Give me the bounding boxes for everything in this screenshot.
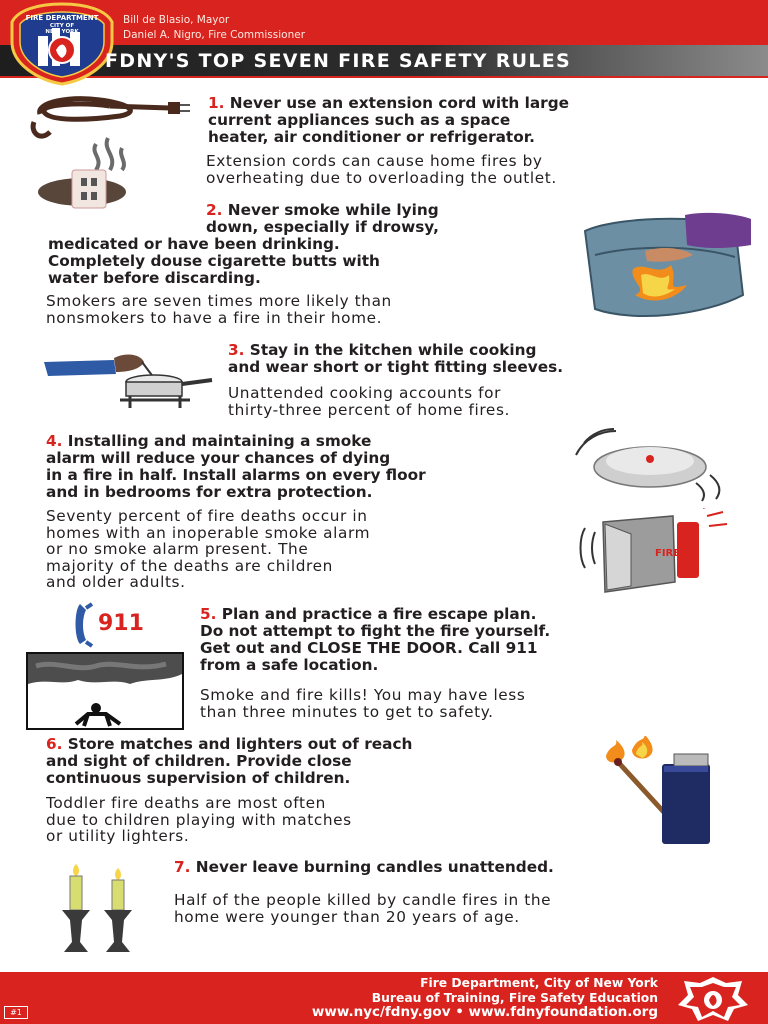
rule-2-number: 2. (206, 201, 223, 219)
fire-box-label: FIRE (655, 548, 681, 559)
badge-top-text: FIRE DEPARTMENT (25, 14, 99, 22)
rule-4-text (46, 433, 426, 501)
rule-5-line-2: Do not attempt to fight the fire yourself. (200, 622, 551, 640)
rule-7-text (174, 859, 554, 876)
stove-cooking-icon (44, 342, 224, 410)
officials (123, 13, 305, 43)
rule-7-note (174, 892, 551, 925)
rule-4-note-line-4: majority of the deaths are children (46, 556, 333, 575)
rule-2-note-line-1: Smokers are seven times more likely than (46, 292, 392, 310)
smoke-alarm-icon (570, 425, 730, 503)
rule-1-note (206, 153, 557, 186)
fdny-foundation-logo-icon (676, 975, 750, 1023)
phone-911-text: 911 (98, 611, 144, 636)
rule-2-note-line-2: nonsmokers to have a fire in their home. (46, 308, 383, 327)
rule-3-line-1: Stay in the kitchen while cooking (249, 341, 537, 359)
fdny-badge-icon (8, 2, 116, 86)
rule-6-note-line-2: due to children playing with matches (46, 810, 352, 829)
rule-2-note (46, 293, 392, 326)
badge-mid-text: CITY OF (49, 23, 75, 29)
rule-6-line-1: Store matches and lighters out of reach (67, 735, 413, 753)
rule-4-note-line-1: Seventy percent of fire deaths occur in (46, 507, 368, 525)
rule-5-text (200, 606, 550, 674)
phone-911-icon (72, 600, 172, 650)
commissioner-name: Daniel A. Nigro, Fire Commissioner (123, 29, 306, 41)
rule-2-line-5: water before discarding. (48, 269, 261, 287)
rule-6-note-line-3: or utility lighters. (46, 827, 190, 845)
rule-3-note-line-1: Unattended cooking accounts for (228, 384, 501, 402)
rule-1-line-3: heater, air conditioner or refrigerator. (208, 128, 535, 146)
mayor-name: Bill de Blasio, Mayor (123, 14, 230, 26)
rule-1-text (208, 95, 569, 146)
rule-6-note (46, 795, 352, 845)
rule-1-note-line-2: overheating due to overloading the outlet. (206, 168, 557, 187)
rule-7-note-line-2: home were younger than 20 years of age. (174, 907, 520, 926)
footer-text (312, 976, 658, 1020)
rule-6-text (46, 736, 412, 787)
rule-5-note (200, 687, 525, 720)
page-title: FDNY'S TOP SEVEN FIRE SAFETY RULES (105, 50, 572, 72)
rule-3-number: 3. (228, 341, 245, 359)
rule-7-note-line-1: Half of the people killed by candle fires in the (174, 891, 552, 909)
footer-line-1: Fire Department, City of New York (420, 976, 658, 990)
footer-websites[interactable]: www.nyc/fdny.gov • www.fdnyfoundation.org (311, 1004, 658, 1020)
rule-6-line-2: and sight of children. Provide close (46, 752, 352, 770)
rule-4-note-line-5: and older adults. (46, 573, 186, 591)
rule-5-line-1: Plan and practice a fire escape plan. (221, 605, 537, 623)
sofa-cigarette-icon (575, 205, 755, 327)
rule-1-line-1: Never use an extension cord with large (229, 94, 570, 112)
rule-4-line-1: Installing and maintaining a smoke (67, 432, 372, 450)
rule-1-note-line-1: Extension cords can cause home fires by (206, 152, 543, 170)
rule-5-line-3: Get out and CLOSE THE DOOR. Call 911 (200, 639, 538, 657)
rule-2-text (48, 202, 439, 287)
rule-5-note-line-2: than three minutes to get to safety. (200, 702, 494, 721)
rule-6-note-line-1: Toddler fire deaths are most often (46, 794, 326, 812)
rule-4-note-line-2: homes with an inoperable smoke alarm (46, 523, 371, 542)
rule-2-line-3: medicated or have been drinking. (48, 235, 340, 253)
rule-5-number: 5. (200, 605, 217, 623)
rule-4-line-2: alarm will reduce your chances of dying (46, 449, 391, 467)
rule-2-line-1: Never smoke while lying (227, 201, 439, 219)
smoke-crawl-icon (26, 652, 184, 730)
rule-5-line-4: from a safe location. (200, 656, 379, 674)
rule-3-text (228, 342, 563, 376)
rule-5-note-line-1: Smoke and fire kills! You may have less (200, 686, 526, 704)
rule-2-line-2: down, especially if drowsy, (206, 218, 439, 236)
rule-3-line-2: and wear short or tight fitting sleeves. (228, 358, 564, 376)
rule-4-number: 4. (46, 432, 63, 450)
matches-lighter-icon (598, 736, 728, 848)
rule-6-number: 6. (46, 735, 63, 753)
page-tag: #1 (4, 1006, 28, 1019)
rule-4-note (46, 508, 370, 591)
extension-cord-icon (30, 92, 200, 212)
fire-alarm-pull-box-icon (575, 508, 733, 594)
rule-2-line-4: Completely douse cigarette butts with (48, 252, 380, 270)
rule-4-line-4: and in bedrooms for extra protection. (46, 483, 373, 501)
rule-4-line-3: in a fire in half. Install alarms on every floor (46, 466, 426, 484)
rule-1-line-2: current appliances such as a space (208, 111, 511, 129)
rule-1-number: 1. (208, 94, 225, 112)
rule-6-line-3: continuous supervision of children. (46, 769, 351, 787)
badge-bottom-text: NEW YORK (45, 29, 79, 35)
candles-icon (56, 862, 138, 958)
rule-3-note (228, 385, 510, 418)
footer-line-2: Bureau of Training, Fire Safety Education (371, 990, 658, 1005)
rule-7-line-1: Never leave burning candles unattended. (195, 858, 554, 876)
rule-4-note-line-3: or no smoke alarm present. The (46, 540, 309, 558)
rule-7-number: 7. (174, 858, 191, 876)
rule-3-note-line-2: thirty-three percent of home fires. (228, 400, 510, 419)
